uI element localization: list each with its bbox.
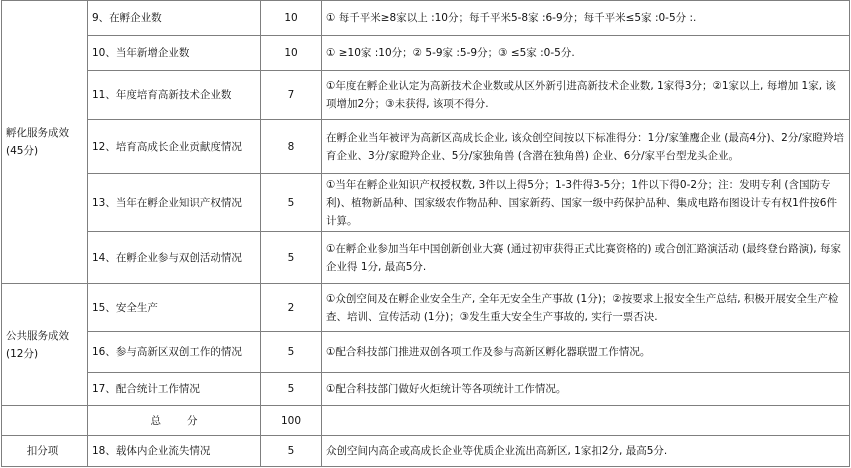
table-row	[2, 373, 850, 406]
table-row	[2, 436, 850, 467]
item-name: 15、安全生产	[88, 284, 261, 332]
table-row	[2, 120, 850, 174]
item-name: 11、年度培育高新技术企业数	[88, 71, 261, 120]
item-criteria: 众创空间内高企或高成长企业等优质企业流出高新区, 1家扣2分, 最高5分.	[322, 436, 850, 467]
item-score: 5	[261, 332, 322, 373]
item-score: 8	[261, 120, 322, 174]
item-criteria: ①配合科技部门推进双创各项工作及参与高新区孵化器联盟工作情况。	[322, 332, 850, 373]
total-label-left: 总	[150, 414, 161, 427]
item-name: 18、载体内企业流失情况	[88, 436, 261, 467]
total-category-cell	[2, 406, 88, 436]
item-name: 17、配合统计工作情况	[88, 373, 261, 406]
item-score: 2	[261, 284, 322, 332]
item-criteria: ① ≥10家 :10分；② 5-9家 :5-9分；③ ≤5家 :0-5分.	[322, 36, 850, 71]
item-criteria: ①配合科技部门做好火炬统计等各项统计工作情况。	[322, 373, 850, 406]
item-score: 5	[261, 174, 322, 232]
item-score: 7	[261, 71, 322, 120]
table-row	[2, 332, 850, 373]
item-name: 12、培育高成长企业贡献度情况	[88, 120, 261, 174]
table-row	[2, 174, 850, 232]
item-name: 14、在孵企业参与双创活动情况	[88, 232, 261, 284]
item-criteria: ①当年在孵企业知识产权授权数, 3件以上得5分；1-3件得3-5分；1件以下得0-2分；注：发明专利 (含国防专利)、植物新品种、国家级农作物品种、国家新药、国家一级中药保护品种、集成电路布图设计专有权1件按6件计算。	[322, 174, 850, 232]
item-name: 13、当年在孵企业知识产权情况	[88, 174, 261, 232]
category-public: 公共服务成效(12分)	[2, 284, 88, 406]
item-score: 5	[261, 436, 322, 467]
item-criteria: ①众创空间及在孵企业安全生产, 全年无安全生产事故 (1分)；②按要求上报安全生产总结, 积极开展安全生产检查、培训、宣传活动 (1分)；③发生重大安全生产事故的, 实行一票否决.	[322, 284, 850, 332]
item-score: 10	[261, 1, 322, 36]
item-criteria: ①年度在孵企业认定为高新技术企业数或从区外新引进高新技术企业数, 1家得3分；②1家以上, 每增加 1家, 该项增加2分；③未获得, 该项不得分.	[322, 71, 850, 120]
item-name: 16、参与高新区双创工作的情况	[88, 332, 261, 373]
item-criteria: 在孵企业当年被评为高新区高成长企业, 该众创空间按以下标准得分：1分/家雏鹰企业 (最高4分)、2分/家瞪羚培育企业、3分/家瞪羚企业、5分/家独角兽 (含潜在独角兽) 企业、6分/家平台型龙头企业。	[322, 120, 850, 174]
total-score: 100	[261, 406, 322, 436]
item-name: 9、在孵企业数	[88, 1, 261, 36]
category-deduction: 扣分项	[2, 436, 88, 467]
item-criteria: ① 每千平米≥8家以上 :10分；每千平米5-8家 :6-9分；每千平米≤5家 :0-5分 :.	[322, 1, 850, 36]
table-row	[2, 232, 850, 284]
item-score: 5	[261, 232, 322, 284]
category-incubation: 孵化服务成效(45分)	[2, 1, 88, 284]
table-row	[2, 36, 850, 71]
item-score: 10	[261, 36, 322, 71]
scoring-table	[1, 0, 850, 467]
item-criteria: ①在孵企业参加当年中国创新创业大赛 (通过初审获得正式比赛资格的) 或合创汇路演活动 (最终登台路演), 每家企业得 1分, 最高5分.	[322, 232, 850, 284]
total-criteria-cell	[322, 406, 850, 436]
total-label-right: 分	[187, 414, 198, 427]
table-row	[2, 71, 850, 120]
total-row	[2, 406, 850, 436]
table-row	[2, 1, 850, 36]
table-row	[2, 284, 850, 332]
item-score: 5	[261, 373, 322, 406]
total-label	[88, 406, 261, 436]
item-name: 10、当年新增企业数	[88, 36, 261, 71]
